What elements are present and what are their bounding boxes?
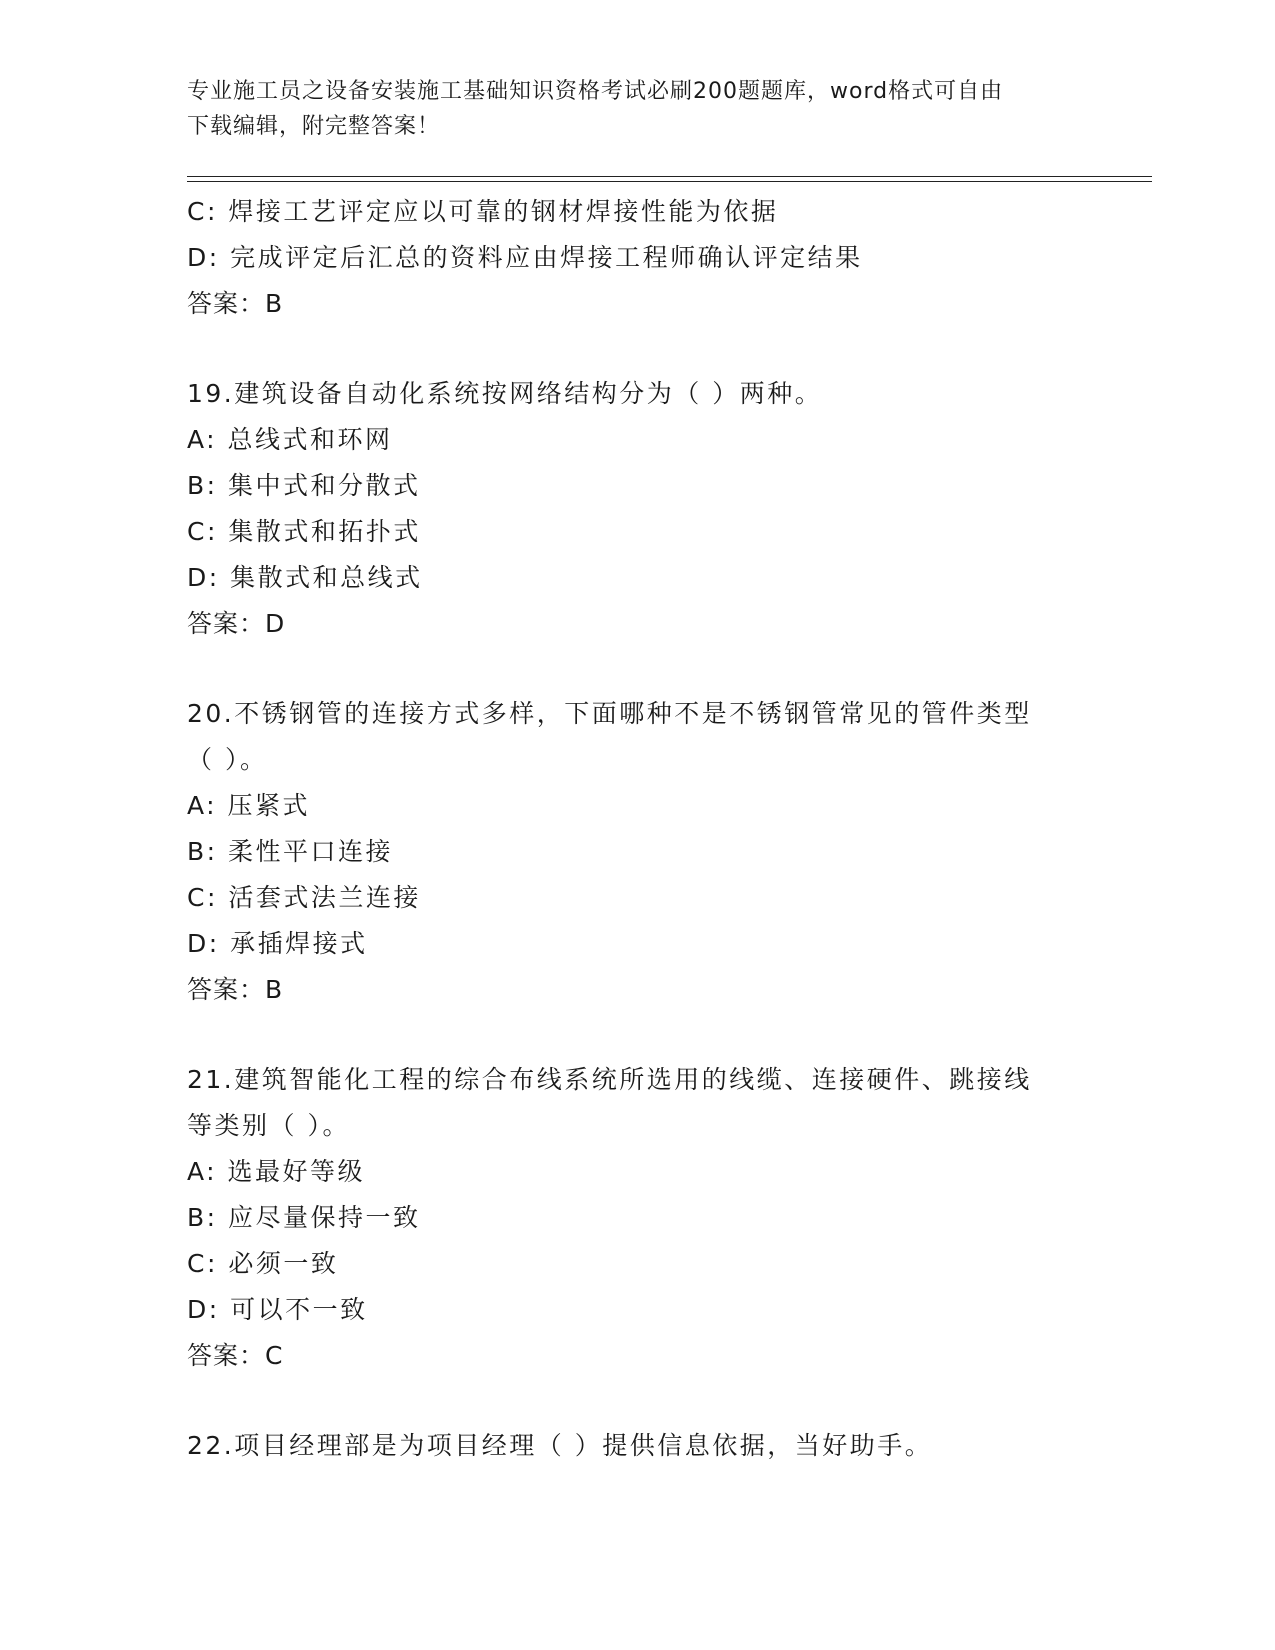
answer-line: 答案：B bbox=[187, 289, 284, 318]
header-divider-bottom bbox=[187, 181, 1152, 182]
document-header bbox=[187, 74, 1067, 144]
option-d: D: 承插焊接式 bbox=[187, 929, 368, 958]
option-c: C: 必须一致 bbox=[187, 1249, 339, 1278]
question-text: 22.项目经理部是为项目经理（ ）提供信息依据，当好助手。 bbox=[187, 1431, 933, 1460]
option-d: D: 可以不一致 bbox=[187, 1295, 368, 1324]
question-text: 21.建筑智能化工程的综合布线系统所选用的线缆、连接硬件、跳接线 bbox=[187, 1065, 1032, 1094]
question-text: 19.建筑设备自动化系统按网络结构分为（ ）两种。 bbox=[187, 379, 823, 408]
question-text-continued: （ ）。 bbox=[187, 745, 268, 774]
option-a: A: 压紧式 bbox=[187, 791, 311, 820]
question-block-20 bbox=[187, 691, 1087, 1013]
answer-line: 答案：C bbox=[187, 1341, 284, 1370]
option-c: C: 活套式法兰连接 bbox=[187, 883, 421, 912]
option-b: B: 柔性平口连接 bbox=[187, 837, 394, 866]
option-b: B: 应尽量保持一致 bbox=[187, 1203, 421, 1232]
spacer bbox=[187, 327, 1087, 371]
option-d: D: 完成评定后汇总的资料应由焊接工程师确认评定结果 bbox=[187, 243, 863, 272]
spacer bbox=[187, 647, 1087, 691]
question-block-19 bbox=[187, 371, 1087, 647]
option-d: D: 集散式和总线式 bbox=[187, 563, 423, 592]
header-title-line-1: 专业施工员之设备安装施工基础知识资格考试必刷200题题库，word格式可自由 bbox=[187, 79, 1004, 104]
question-list bbox=[187, 189, 1087, 1469]
spacer bbox=[187, 1379, 1087, 1423]
option-a: A: 总线式和环网 bbox=[187, 425, 393, 454]
question-block-22 bbox=[187, 1423, 1087, 1469]
answer-line: 答案：B bbox=[187, 975, 284, 1004]
header-divider-top bbox=[187, 176, 1152, 177]
option-c: C: 集散式和拓扑式 bbox=[187, 517, 421, 546]
question-block-18 bbox=[187, 189, 1087, 327]
question-text: 20.不锈钢管的连接方式多样，下面哪种不是不锈钢管常见的管件类型 bbox=[187, 699, 1032, 728]
option-c: C: 焊接工艺评定应以可靠的钢材焊接性能为依据 bbox=[187, 197, 779, 226]
answer-line: 答案：D bbox=[187, 609, 286, 638]
spacer bbox=[187, 1013, 1087, 1057]
option-a: A: 选最好等级 bbox=[187, 1157, 366, 1186]
option-b: B: 集中式和分散式 bbox=[187, 471, 421, 500]
question-text-continued: 等类别（ ）。 bbox=[187, 1111, 350, 1140]
question-block-21 bbox=[187, 1057, 1087, 1379]
header-title-line-2: 下载编辑，附完整答案！ bbox=[187, 114, 441, 139]
